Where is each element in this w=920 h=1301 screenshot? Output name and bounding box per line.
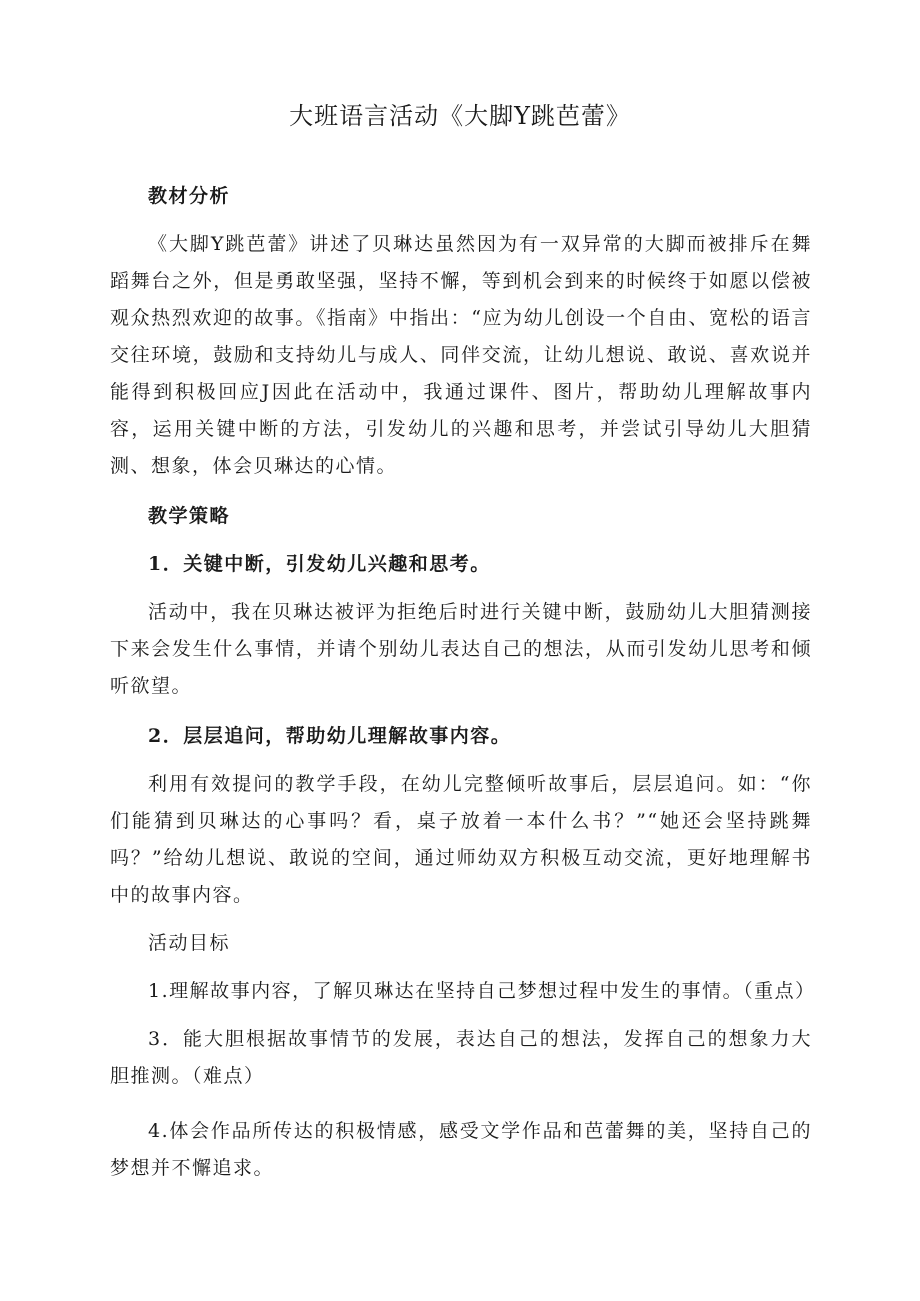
section-heading-material-analysis: 教材分析 (148, 185, 231, 207)
strategy-1-heading: 1．关键中断，引发幼儿兴趣和思考。 (148, 553, 491, 575)
goal-item-1: 1.理解故事内容，了解贝琳达在坚持自己梦想过程中发生的事情。（重点） (148, 980, 816, 1002)
strategy-1-paragraph: 活动中，我在贝琳达被评为拒绝后时进行关键中断，鼓励幼儿大胆猜测接下来会发生什么事情，并请个别幼儿表达自己的想法，从而引发幼儿思考和倾听欲望。 (110, 601, 812, 697)
material-analysis-paragraph: 《大脚Y跳芭蕾》讲述了贝琳达虽然因为有一双异常的大脚而被排斥在舞蹈舞台之外，但是勇敢坚强，坚持不懈，等到机会到来的时候终于如愿以偿被观众热烈欢迎的故事。《指南》中指出：“应为幼儿创设一个自由、宽松的语言交往环境，鼓励和支持幼儿与成人、同伴交流，让幼儿想说、敢说、喜欢说并能得到积极回应J因此在活动中，我通过课件、图片，帮助幼儿理解故事内容，运用关键中断的方法，引发幼儿的兴趣和思考，并尝试引导幼儿大胆猜测、想象，体会贝琳达的心情。 (110, 233, 812, 477)
document-body (110, 178, 816, 1187)
document-title: 大班语言活动《大脚Y跳芭蕾》 (289, 102, 631, 130)
section-heading-teaching-strategy: 教学策略 (148, 505, 231, 527)
strategy-2-heading: 2．层层追问，帮助幼儿理解故事内容。 (148, 725, 512, 747)
goal-item-4: 4.体会作品所传达的积极情感，感受文学作品和芭蕾舞的美，坚持自己的梦想并不懈追求。 (110, 1120, 812, 1179)
section-heading-activity-goals: 活动目标 (148, 932, 231, 954)
goal-item-3: 3．能大胆根据故事情节的发展，表达自己的想法，发挥自己的想象力大胆推测。（难点） (110, 1028, 812, 1087)
strategy-2-paragraph: 利用有效提问的教学手段，在幼儿完整倾听故事后，层层追问。如：“你们能猜到贝琳达的心事吗？看，桌子放着一本什么书？”“她还会坚持跳舞吗？”给幼儿想说、敢说的空间，通过师幼双方积极互动交流，更好地理解书中的故事内容。 (110, 773, 812, 906)
